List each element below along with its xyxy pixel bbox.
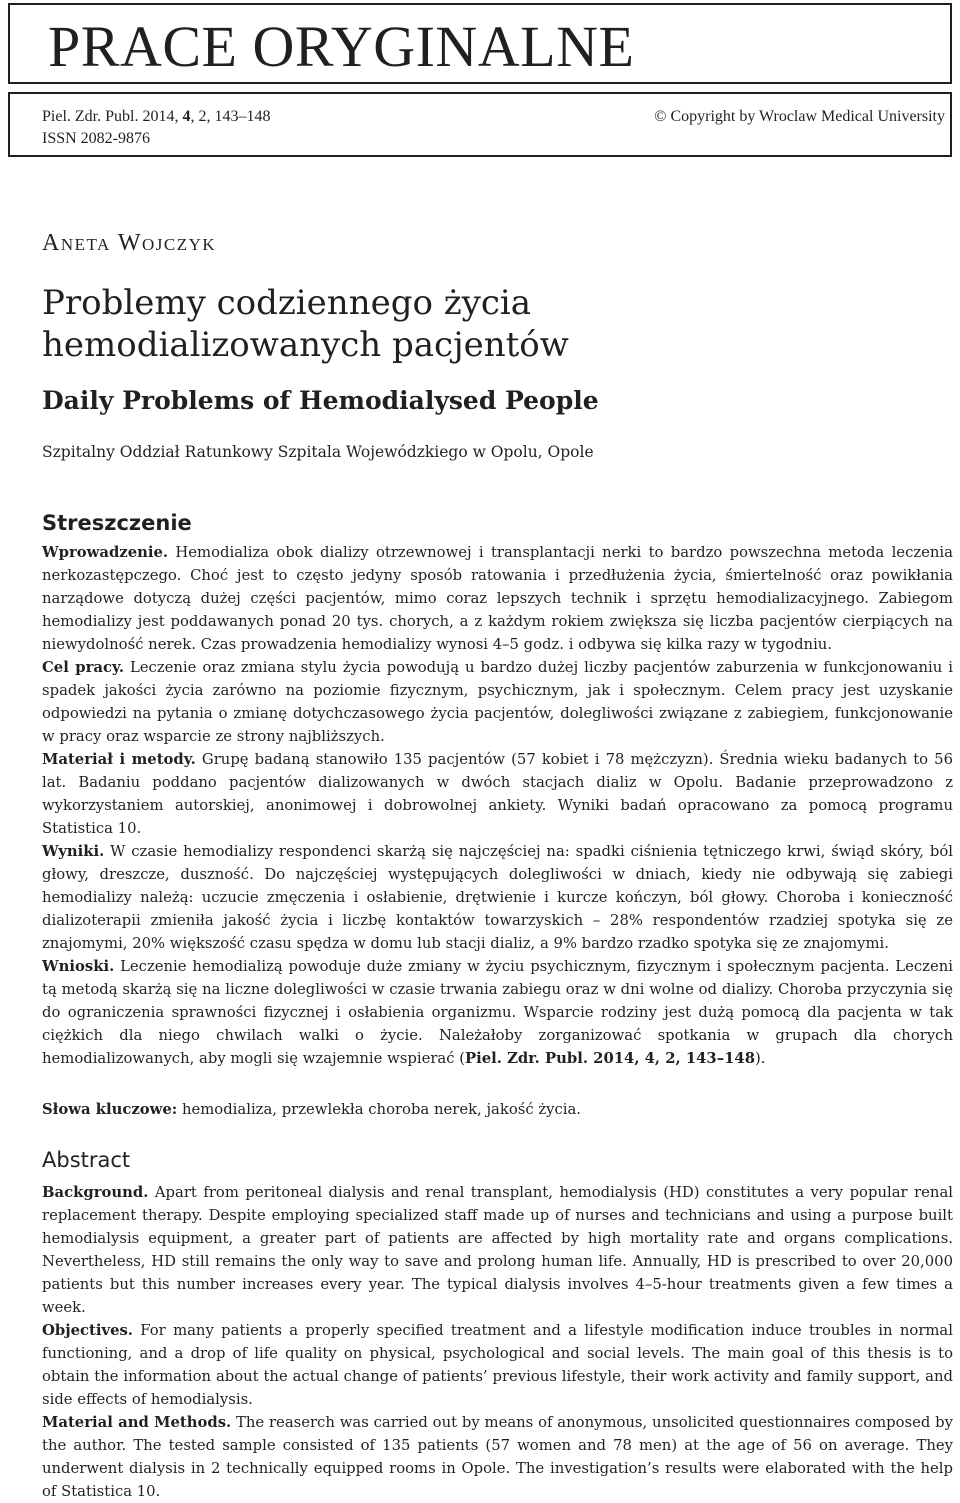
title-polish-line-2: hemodializowanych pacjentów <box>42 325 569 365</box>
pl-conclusions-citation: Piel. Zdr. Publ. 2014, 4, 2, 143–148 <box>465 1050 755 1067</box>
streszczenie-heading: Streszczenie <box>42 511 192 535</box>
copyright: © Copyright by Wroclaw Medical University <box>654 108 945 125</box>
pl-conclusions-label: Wnioski. <box>42 958 115 975</box>
pl-methods-label: Materiał i metody. <box>42 751 196 768</box>
pl-aim <box>42 656 953 748</box>
pl-introduction-text: Hemodializa obok dializy otrzewnowej i transplantacji nerki to bardzo powszechna metoda leczenia nerkozastępczego. Choć jest to często jedyny sposób ratowania i przedłużenia życia, śmiertelność oraz powikłania narządowe dotyczą dużej części pacjentów, mimo coraz lepszych technik i sprzętu hemodializacyjnego. Zabiegom hemodializy jest poddawanych ponad 20 tys. chorych, a z każdym rokiem zwiększa się liczba pacjentów cierpiących na niewydolność nerek. Czas prowadzenia hemodializy wynosi 4–5 godz. i odbywa się kilka razy w tygodniu. <box>42 544 953 653</box>
title-english: Daily Problems of Hemodialysed People <box>42 386 599 415</box>
en-methods <box>42 1411 953 1503</box>
journal-citation <box>42 106 270 150</box>
abstract-body <box>42 1181 953 1503</box>
pl-methods <box>42 748 953 840</box>
en-methods-label: Material and Methods. <box>42 1414 232 1431</box>
en-objectives <box>42 1319 953 1411</box>
section-title: PRACE ORYGINALNE <box>48 14 635 79</box>
section-banner <box>8 3 952 84</box>
title-polish <box>42 282 569 366</box>
abstract-heading: Abstract <box>42 1148 131 1172</box>
pl-results-text: W czasie hemodializy respondenci skarżą się najczęściej na: spadki ciśnienia tętniczego krwi, świąd skóry, ból głowy, dreszcze, duszność. Do najczęściej występujących dolegliwości w dniach, kiedy nie odbywają się zabiegi hemodializy należą: uczucie zmęczenia i osłabienie, drętwienie i kurcze kończyn, ból głowy. Choroba i konieczność dializoterapii zmieniła jakość życia i liczbę kontaktów towarzyskich – 28% respondentów rzadziej spotyka się ze znajomymi, 20% większość czasu spędza w domu lub stacji dializ, a 9% bardzo rzadko spotyka się ze znajomymi. <box>42 843 953 952</box>
pl-conclusions-end: ). <box>755 1050 766 1067</box>
author-name: Aneta Wojczyk <box>42 230 217 256</box>
en-background-text: Apart from peritoneal dialysis and renal transplant, hemodialysis (HD) constitutes a very popular renal replacement therapy. Despite employing specialized staff made up of nurses and technicians and using a purpose built hemodialysis equipment, a greater part of patients are affected by high mortality rate and organs complications. Nevertheless, HD still remains the only way to save and prolong human life. Annually, HD is prescribed to over 20,000 patients but this number increases every year. The typical dialysis involves 4–5-hour treatments given a few times a week. <box>42 1184 953 1316</box>
en-background <box>42 1181 953 1319</box>
affiliation: Szpitalny Oddział Ratunkowy Szpitala Wojewódzkiego w Opolu, Opole <box>42 443 594 461</box>
pl-results <box>42 840 953 955</box>
citation-volume: 4 <box>182 108 191 125</box>
streszczenie-body <box>42 541 953 1070</box>
title-polish-line-1: Problemy codziennego życia <box>42 283 532 323</box>
pl-aim-label: Cel pracy. <box>42 659 125 676</box>
citation-prefix: Piel. Zdr. Publ. 2014, <box>42 108 183 125</box>
pl-conclusions-text: Leczenie hemodializą powoduje duże zmiany w życiu psychicznym, fizycznym i społecznym pacjenta. Leczeni tą metodą skarżą się na liczne dolegliwości w czasie trwania zabiegu oraz w dni wolne od dializy. Choroba przyczynia się do ograniczenia sprawności fizycznej i osłabienia organizmu. Wsparcie rodziny jest dużą pomocą dla pacjenta w tak ciężkich dla niego chwilach walki o życie. Należałoby zorganizować spotkania w grupach dla chorych hemodializowanych, aby mogli się wzajemnie wspierać ( <box>42 958 953 1067</box>
citation-suffix: , 2, 143–148 <box>190 108 271 125</box>
keywords <box>42 1098 953 1121</box>
keywords-label: Słowa kluczowe: <box>42 1101 178 1118</box>
en-methods-text: The reaserch was carried out by means of anonymous, unsolicited questionnaires composed by the author. The tested sample consisted of 135 patients (57 women and 78 men) at the age of 56 on average. They underwent dialysis in 2 technically equipped rooms in Opole. The investigation’s results were elaborated with the help of Statistica 10. <box>42 1414 953 1500</box>
en-background-label: Background. <box>42 1184 149 1201</box>
pl-aim-text: Leczenie oraz zmiana stylu życia powodują u bardzo dużej liczby pacjentów zaburzenia w funkcjonowaniu i spadek jakości życia zarówno na poziomie fizycznym, psychicznym, jak i społecznym. Celem pracy jest uzyskanie odpowiedzi na pytania o zmianę dotychczasowego życia pacjentów, dolegliwości związane z zabiegiem, funkcjonowanie w pracy oraz wsparcie ze strony najbliższych. <box>42 659 953 745</box>
keywords-text: hemodializa, przewlekła choroba nerek, jakość życia. <box>177 1101 582 1118</box>
pl-introduction-label: Wprowadzenie. <box>42 544 169 561</box>
pl-results-label: Wyniki. <box>42 843 105 860</box>
en-objectives-text: For many patients a properly specified treatment and a lifestyle modification induce troubles in normal functioning, and a drop of life quality on physical, psychological and social levels. The main goal of this thesis is to obtain the information about the actual change of patients’ previous lifestyle, their work activity and family support, and side effects of hemodialysis. <box>42 1322 953 1408</box>
pl-conclusions <box>42 955 953 1070</box>
issn: ISSN 2082-9876 <box>42 130 151 147</box>
journal-meta <box>8 92 952 157</box>
pl-methods-text: Grupę badaną stanowiło 135 pacjentów (57 kobiet i 78 mężczyzn). Średnia wieku badanych to 56 lat. Badaniu poddano pacjentów dializowanych w dwóch stacjach dializ w Opolu. Badanie przeprowadzono z wykorzystaniem autorskiej, anonimowej i dobrowolnej ankiety. Wyniki badań opracowano za pomocą programu Statistica 10. <box>42 751 953 837</box>
en-objectives-label: Objectives. <box>42 1322 133 1339</box>
pl-introduction <box>42 541 953 656</box>
